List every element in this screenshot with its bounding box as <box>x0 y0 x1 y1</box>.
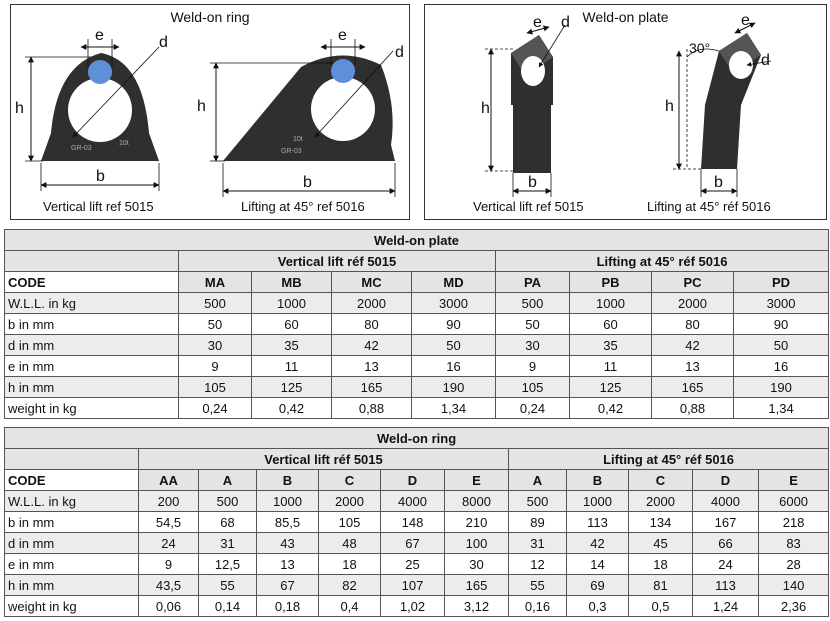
code-cell: PA <box>496 272 570 293</box>
row-label: weight in kg <box>5 398 179 419</box>
table-cell: 2000 <box>332 293 412 314</box>
row-label: W.L.L. in kg <box>5 293 179 314</box>
table-cell: 50 <box>734 335 829 356</box>
table-cell: 4000 <box>381 491 445 512</box>
code-cell: MD <box>412 272 496 293</box>
plate-table-body <box>5 293 829 419</box>
table-cell: 11 <box>252 356 332 377</box>
table-cell: 50 <box>412 335 496 356</box>
table-cell: 42 <box>652 335 734 356</box>
table-cell: 55 <box>509 575 567 596</box>
table-cell: 1000 <box>567 491 629 512</box>
table-row <box>5 398 829 419</box>
ring-caption-vertical: Vertical lift ref 5015 <box>43 199 154 214</box>
table-cell: 105 <box>496 377 570 398</box>
table-cell: 200 <box>139 491 199 512</box>
table-cell: 113 <box>693 575 759 596</box>
ring-vertical-drawing <box>15 27 168 191</box>
code-cell: C <box>319 470 381 491</box>
table-cell: 500 <box>496 293 570 314</box>
table-cell: 89 <box>509 512 567 533</box>
table-cell: 35 <box>570 335 652 356</box>
dim-label-d: d <box>561 14 570 31</box>
table-cell: 18 <box>629 554 693 575</box>
plate-code-row <box>5 272 829 293</box>
table-cell: 167 <box>693 512 759 533</box>
table-cell: 3,12 <box>445 596 509 617</box>
table-cell: 30 <box>179 335 252 356</box>
table-cell: 1,02 <box>381 596 445 617</box>
table-cell: 3000 <box>412 293 496 314</box>
ring-group-45: Lifting at 45° réf 5016 <box>509 449 829 470</box>
row-label: d in mm <box>5 533 139 554</box>
dim-label-e: e <box>533 14 542 31</box>
dim-label-b: b <box>303 174 312 191</box>
table-cell: 6000 <box>759 491 829 512</box>
ring-stamp: GR-03 <box>281 148 302 155</box>
code-cell: MA <box>179 272 252 293</box>
ring-table-title: Weld-on ring <box>5 428 829 449</box>
code-label: CODE <box>5 470 139 491</box>
table-cell: 18 <box>319 554 381 575</box>
table-row <box>5 554 829 575</box>
table-cell: 100 <box>445 533 509 554</box>
table-cell: 43,5 <box>139 575 199 596</box>
table-cell: 67 <box>381 533 445 554</box>
table-cell: 125 <box>252 377 332 398</box>
table-cell: 90 <box>734 314 829 335</box>
table-cell: 0,42 <box>570 398 652 419</box>
table-row <box>5 533 829 554</box>
table-row <box>5 596 829 617</box>
table-cell: 24 <box>693 554 759 575</box>
table-cell: 67 <box>257 575 319 596</box>
weld-on-plate-table <box>4 229 829 419</box>
table-cell: 66 <box>693 533 759 554</box>
row-label: W.L.L. in kg <box>5 491 139 512</box>
table-cell: 105 <box>179 377 252 398</box>
code-cell: B <box>567 470 629 491</box>
ring-section-circle <box>331 59 355 83</box>
table-cell: 2000 <box>319 491 381 512</box>
dim-label-b: b <box>96 168 105 185</box>
table-cell: 2,36 <box>759 596 829 617</box>
table-cell: 31 <box>509 533 567 554</box>
table-cell: 90 <box>412 314 496 335</box>
table-cell: 3000 <box>734 293 829 314</box>
table-cell: 165 <box>332 377 412 398</box>
row-label: e in mm <box>5 356 179 377</box>
plate-drawings <box>425 5 828 221</box>
table-cell: 210 <box>445 512 509 533</box>
table-cell: 0,5 <box>629 596 693 617</box>
ring-caption-45: Lifting at 45° ref 5016 <box>241 199 365 214</box>
table-row <box>5 356 829 377</box>
table-cell: 60 <box>252 314 332 335</box>
plate-group-45: Lifting at 45° réf 5016 <box>496 251 829 272</box>
ring-stamp: 10t <box>119 140 129 147</box>
table-cell: 1,34 <box>412 398 496 419</box>
plate-caption-vertical: Vertical lift ref 5015 <box>473 199 584 214</box>
code-cell: B <box>257 470 319 491</box>
table-row <box>5 491 829 512</box>
table-row <box>5 575 829 596</box>
table-cell: 12,5 <box>199 554 257 575</box>
row-label: d in mm <box>5 335 179 356</box>
code-label: CODE <box>5 272 179 293</box>
row-label: h in mm <box>5 575 139 596</box>
dim-label-angle: 30° <box>689 40 711 56</box>
ring-group-vertical: Vertical lift réf 5015 <box>139 449 509 470</box>
table-cell: 218 <box>759 512 829 533</box>
table-cell: 140 <box>759 575 829 596</box>
table-cell: 0,42 <box>252 398 332 419</box>
table-cell: 1000 <box>257 491 319 512</box>
code-cell: D <box>381 470 445 491</box>
table-cell: 60 <box>570 314 652 335</box>
code-cell: AA <box>139 470 199 491</box>
code-cell: PD <box>734 272 829 293</box>
table-cell: 81 <box>629 575 693 596</box>
dim-label-h: h <box>481 100 490 117</box>
table-cell: 165 <box>652 377 734 398</box>
row-label: h in mm <box>5 377 179 398</box>
ring-table-body <box>5 491 829 617</box>
code-cell: C <box>629 470 693 491</box>
table-cell: 2000 <box>652 293 734 314</box>
table-cell: 0,24 <box>179 398 252 419</box>
table-cell: 190 <box>734 377 829 398</box>
weld-on-plate-figure <box>424 4 827 220</box>
table-cell: 0,24 <box>496 398 570 419</box>
table-cell: 45 <box>629 533 693 554</box>
ring-code-row <box>5 470 829 491</box>
table-cell: 13 <box>257 554 319 575</box>
dim-label-e: e <box>338 27 347 44</box>
table-cell: 30 <box>445 554 509 575</box>
table-cell: 13 <box>332 356 412 377</box>
dim-label-b: b <box>528 174 537 191</box>
table-cell: 125 <box>570 377 652 398</box>
ring-figure-title: Weld-on ring <box>170 9 250 25</box>
table-cell: 4000 <box>693 491 759 512</box>
dim-label-e: e <box>741 12 750 29</box>
table-cell: 9 <box>139 554 199 575</box>
table-cell: 28 <box>759 554 829 575</box>
plate-caption-45: Lifting at 45° réf 5016 <box>647 199 771 214</box>
plate-vertical-drawing <box>481 14 570 197</box>
table-cell: 1000 <box>570 293 652 314</box>
table-cell: 85,5 <box>257 512 319 533</box>
table-cell: 55 <box>199 575 257 596</box>
table-cell: 0,88 <box>652 398 734 419</box>
table-cell: 1,34 <box>734 398 829 419</box>
table-cell: 500 <box>199 491 257 512</box>
table-row <box>5 293 829 314</box>
table-row <box>5 314 829 335</box>
table-cell: 0,06 <box>139 596 199 617</box>
dim-label-b: b <box>714 174 723 191</box>
row-label: b in mm <box>5 314 179 335</box>
row-label: e in mm <box>5 554 139 575</box>
table-cell: 0,16 <box>509 596 567 617</box>
table-cell: 30 <box>496 335 570 356</box>
code-cell: A <box>199 470 257 491</box>
table-cell: 0,14 <box>199 596 257 617</box>
table-cell: 42 <box>332 335 412 356</box>
table-cell: 0,88 <box>332 398 412 419</box>
table-cell: 0,18 <box>257 596 319 617</box>
table-cell: 14 <box>567 554 629 575</box>
table-cell: 2000 <box>629 491 693 512</box>
table-cell: 9 <box>496 356 570 377</box>
code-cell: PC <box>652 272 734 293</box>
table-cell: 0,3 <box>567 596 629 617</box>
code-cell: PB <box>570 272 652 293</box>
table-cell: 42 <box>567 533 629 554</box>
ring-drawings <box>11 5 411 221</box>
dim-label-e: e <box>95 27 104 44</box>
table-cell: 50 <box>496 314 570 335</box>
table-cell: 500 <box>179 293 252 314</box>
table-row <box>5 377 829 398</box>
table-cell: 69 <box>567 575 629 596</box>
table-cell: 9 <box>179 356 252 377</box>
plate-group-spacer <box>5 251 179 272</box>
table-cell: 80 <box>332 314 412 335</box>
table-cell: 13 <box>652 356 734 377</box>
table-row <box>5 512 829 533</box>
table-cell: 12 <box>509 554 567 575</box>
table-cell: 113 <box>567 512 629 533</box>
code-cell: A <box>509 470 567 491</box>
table-cell: 107 <box>381 575 445 596</box>
ring-section-circle <box>88 60 112 84</box>
code-cell: MC <box>332 272 412 293</box>
table-cell: 16 <box>734 356 829 377</box>
table-cell: 54,5 <box>139 512 199 533</box>
dim-label-d: d <box>159 34 168 51</box>
table-row <box>5 335 829 356</box>
table-cell: 43 <box>257 533 319 554</box>
table-cell: 24 <box>139 533 199 554</box>
table-cell: 80 <box>652 314 734 335</box>
table-cell: 148 <box>381 512 445 533</box>
code-cell: E <box>445 470 509 491</box>
table-cell: 11 <box>570 356 652 377</box>
table-cell: 48 <box>319 533 381 554</box>
table-cell: 8000 <box>445 491 509 512</box>
table-cell: 25 <box>381 554 445 575</box>
code-cell: D <box>693 470 759 491</box>
weld-on-ring-figure <box>10 4 410 220</box>
table-cell: 1,24 <box>693 596 759 617</box>
table-cell: 82 <box>319 575 381 596</box>
table-cell: 31 <box>199 533 257 554</box>
table-cell: 105 <box>319 512 381 533</box>
plate-45-drawing <box>665 12 771 197</box>
table-cell: 50 <box>179 314 252 335</box>
table-cell: 83 <box>759 533 829 554</box>
code-cell: MB <box>252 272 332 293</box>
table-cell: 35 <box>252 335 332 356</box>
table-cell: 1000 <box>252 293 332 314</box>
row-label: weight in kg <box>5 596 139 617</box>
ring-45-drawing <box>197 27 404 197</box>
dim-label-d: d <box>395 44 404 61</box>
plate-figure-title: Weld-on plate <box>582 9 669 25</box>
code-cell: E <box>759 470 829 491</box>
dim-label-h: h <box>665 98 674 115</box>
table-cell: 68 <box>199 512 257 533</box>
plate-table-title: Weld-on plate <box>5 230 829 251</box>
row-label: b in mm <box>5 512 139 533</box>
table-cell: 500 <box>509 491 567 512</box>
table-cell: 16 <box>412 356 496 377</box>
ring-stamp: 10t <box>293 136 303 143</box>
dim-label-h: h <box>15 100 24 117</box>
weld-on-ring-table <box>4 427 829 617</box>
ring-stamp: GR-03 <box>71 145 92 152</box>
table-cell: 165 <box>445 575 509 596</box>
dim-label-d: d <box>761 52 770 69</box>
table-cell: 134 <box>629 512 693 533</box>
ring-group-spacer <box>5 449 139 470</box>
table-cell: 190 <box>412 377 496 398</box>
dim-label-h: h <box>197 98 206 115</box>
plate-group-vertical: Vertical lift réf 5015 <box>179 251 496 272</box>
table-cell: 0,4 <box>319 596 381 617</box>
